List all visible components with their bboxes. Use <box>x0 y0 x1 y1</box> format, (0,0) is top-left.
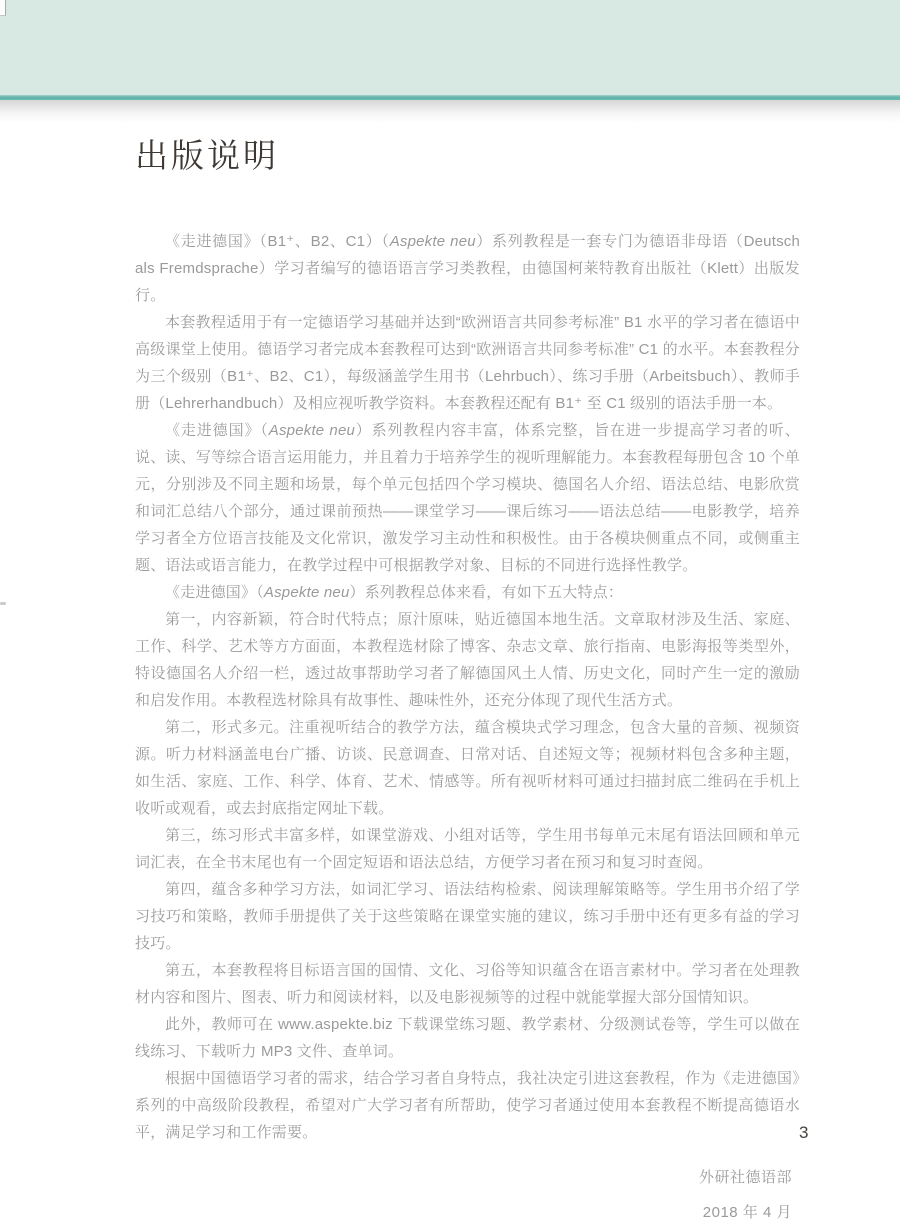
paragraph-feature-1 <box>135 606 800 714</box>
paragraph-text: 第二，形式多元。注重视听结合的教学方法，蕴含模块式学习理念，包含大量的音频、视频资源。听力材料涵盖电台广播、访谈、民意调查、日常对话、自述短文等；视频材料包含多种主题，如生活、家庭、工作、科学、体育、艺术、情感等。所有视听材料可通过扫描封底二维码在手机上收听或观看，或去封底指定网址下载。 <box>135 719 800 817</box>
paragraph-website <box>135 1011 800 1065</box>
paragraph-text: 本套教程适用于有一定德语学习基础并达到“欧洲语言共同参考标准” B1 水平的学习者在德语中高级课堂上使用。德语学习者完成本套教程可达到“欧洲语言共同参考标准” C1 的水平。本套教程分为三个级别（B1⁺、B2、C1），每级涵盖学生用书（Lehrbuch）、练习手册（Arbeitsbuch）、教师手册（Lehrerhandbuch）及相应视听教学资料。本套教程还配有 B1⁺ 至 C1 级别的语法手册一本。 <box>135 314 800 412</box>
header-band <box>0 0 900 95</box>
paragraph-text: 《走进德国》（ <box>165 422 269 439</box>
scan-corner-artifact <box>0 0 6 16</box>
paragraph-text: ）系列教程总体来看，有如下五大特点： <box>349 584 624 601</box>
paragraph-text: 第一，内容新颖，符合时代特点；原汁原味，贴近德国本地生活。文章取材涉及生活、家庭、工作、科学、艺术等方方面面，本教程选材除了博客、杂志文章、旅行指南、电影海报等类型外，特设德国名人介绍一栏，透过故事帮助学习者了解德国风土人情、历史文化，同时产生一定的激励和启发作用。本教程选材除具有故事性、趣味性外，还充分体现了现代生活方式。 <box>135 611 800 709</box>
paragraph-feature-4 <box>135 876 800 957</box>
series-name-italic: Aspekte neu <box>263 584 350 601</box>
header-band-shadow <box>0 100 900 123</box>
paragraph-text: ）系列教程是一套专门为德语非母语（Deutsch als Fremdsprache）学习者编写的德语语言学习类教程，由德国柯莱特教育出版社（Klett）出版发行。 <box>135 233 801 304</box>
paragraph-structure <box>135 417 800 579</box>
signature-department: 外研社德语部 <box>698 1169 792 1186</box>
paragraph-feature-2 <box>135 714 800 822</box>
paragraph-text: 《走进德国》（B1⁺、B2、C1）（ <box>165 233 390 250</box>
signature-block <box>135 1160 800 1230</box>
scan-edge-artifact <box>0 602 6 605</box>
paragraph-text: 《走进德国》（ <box>165 584 264 601</box>
paragraph-text: 此外，教师可在 www.aspekte.biz 下载课堂练习题、教学素材、分级测试卷等，学生可以做在线练习、下载听力 MP3 文件、查单词。 <box>135 1016 800 1060</box>
paragraph-feature-5 <box>135 957 800 1011</box>
paragraph-text: 第三，练习形式丰富多样，如课堂游戏、小组对话等，学生用书每单元末尾有语法回顾和单元词汇表，在全书末尾也有一个固定短语和语法总结，方便学习者在预习和复习时查阅。 <box>135 827 800 871</box>
page-title: 出版说明 <box>135 137 279 174</box>
series-name-italic: Aspekte neu <box>389 233 476 250</box>
paragraph-feature-3 <box>135 822 800 876</box>
paragraph-text: ）系列教程内容丰富，体系完整，旨在进一步提高学习者的听、说、读、写等综合语言运用能力，并且着力于培养学生的视听理解能力。本套教程每册包含 10 个单元，分别涉及不同主题和场景，每个单元包括四个学习模块、德国名人介绍、语法总结、电影欣赏和词汇总结八个部分，通过课前预热——课堂学习——课后练习——语法总结——电影教学，培养学习者全方位语言技能及文化常识，激发学习主动性和积极性。由于各模块侧重点不同，或侧重主题、语法或语言能力，在教学过程中可根据教学对象、目标的不同进行选择性教学。 <box>135 422 801 574</box>
signature-date: 2018 年 4 月 <box>702 1204 792 1221</box>
body-text <box>135 228 800 1146</box>
page-number: 3 <box>799 1123 809 1142</box>
paragraph-closing <box>135 1065 800 1146</box>
page-content <box>135 136 800 1230</box>
series-name-italic: Aspekte neu <box>268 422 356 439</box>
paragraph-series-intro <box>135 228 800 309</box>
paragraph-features-intro <box>135 579 800 606</box>
paragraph-text: 第四，蕴含多种学习方法，如词汇学习、语法结构检索、阅读理解策略等。学生用书介绍了学习技巧和策略，教师手册提供了关于这些策略在课堂实施的建议，练习手册中还有更多有益的学习技巧。 <box>135 881 800 952</box>
paragraph-text: 根据中国德语学习者的需求，结合学习者自身特点，我社决定引进这套教程，作为《走进德国》系列的中高级阶段教程，希望对广大学习者有所帮助，使学习者通过使用本套教程不断提高德语水平，满足学习和工作需要。 <box>135 1070 800 1141</box>
paragraph-levels <box>135 309 800 417</box>
paragraph-text: 第五，本套教程将目标语言国的国情、文化、习俗等知识蕴含在语言素材中。学习者在处理教材内容和图片、图表、听力和阅读材料，以及电影视频等的过程中就能掌握大部分国情知识。 <box>135 962 800 1006</box>
